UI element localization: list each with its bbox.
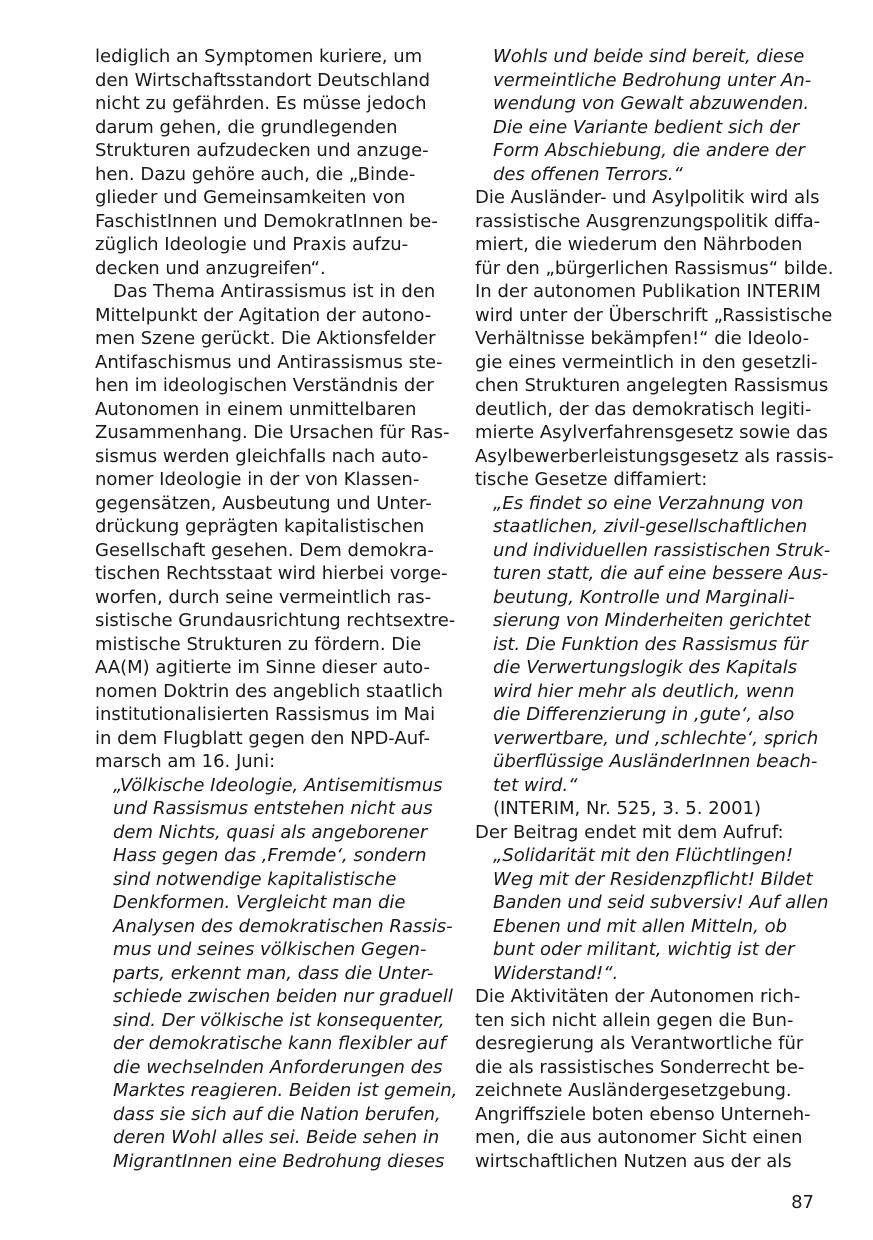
text-line: drückung geprägten kapitalistischen <box>95 516 425 537</box>
quote-line: dem Nichts, quasi als angeborener <box>113 821 428 843</box>
quote-line: Die eine Variante bedient sich der <box>493 116 800 138</box>
quote-line: Marktes reagieren. Beiden ist gemein, <box>113 1080 458 1101</box>
quote-line: mus und seines völkischen Gegen- <box>113 939 427 960</box>
text-line: sistische Grundausrichtung rechtsextre- <box>95 610 456 631</box>
quote-line: verwertbare, und ‚schlechte‘, sprich <box>493 727 819 749</box>
text-line: wird unter der Überschrift „Rassistische <box>475 304 833 326</box>
text-line: miert, die wiederum den Nährboden <box>475 234 803 255</box>
text-line: Zusammenhang. Die Ursachen für Ras- <box>95 422 450 443</box>
text-line: hen im ideologischen Verständnis der <box>95 375 434 396</box>
text-line: AA(M) agitierte im Sinne dieser auto- <box>95 657 430 678</box>
quote-line: und individuellen rassistischen Struk- <box>493 539 831 561</box>
quote-line: Analysen des demokratischen Rassis- <box>113 915 453 937</box>
text-line: rassistische Ausgrenzungspolitik diffa- <box>475 210 821 232</box>
quote-line: parts, erkennt man, dass die Unter- <box>113 962 434 984</box>
quote-line: der demokratische kann flexibler auf <box>113 1033 446 1054</box>
text-line: die als rassistisches Sonderrecht be- <box>475 1056 805 1078</box>
text-line: desregierung als Verantwortliche für <box>475 1033 804 1054</box>
left-column <box>95 45 458 1173</box>
text-line: tischen Rechtsstaat wird hierbei vorge- <box>95 563 448 584</box>
text-line: decken und anzugreifen“. <box>95 257 326 279</box>
quote-line: dass sie sich auf die Nation berufen, <box>113 1103 441 1125</box>
text-line: mistische Strukturen zu fördern. Die <box>95 633 422 655</box>
text-line: institutionalisierten Rassismus im Mai <box>95 704 436 725</box>
text-line: Die Ausländer- und Asylpolitik wird als <box>475 187 820 208</box>
text-line: glieder und Gemeinsamkeiten von <box>95 187 406 208</box>
text-line: ten sich nicht allein gegen die Bun- <box>475 1009 794 1031</box>
text-line: mierte Asylverfahrensgesetz sowie das <box>475 422 828 443</box>
text-line: In der autonomen Publikation INTERIM <box>475 281 821 302</box>
quote-line: und Rassismus entstehen nicht aus <box>113 798 433 819</box>
page-number: 87 <box>791 1192 814 1213</box>
text-line: men Szene gerückt. Die Aktionsfelder <box>95 328 436 349</box>
text-line: men, die aus autonomer Sicht einen <box>475 1127 803 1148</box>
text-line: gegensätzen, Ausbeutung und Unter- <box>95 492 432 514</box>
text-line: nicht zu gefährden. Es müsse jedoch <box>95 93 427 114</box>
text-line: Strukturen aufzudecken und anzuge- <box>95 140 429 161</box>
text-line: Das Thema Antirassismus ist in den <box>113 281 436 302</box>
text-line: gie eines vermeintlich in den gesetzli- <box>475 351 818 373</box>
quote-line: sierung von Minderheiten gerichtet <box>493 610 811 631</box>
quote-line: des offenen Terrors.“ <box>493 163 683 185</box>
text-line: darum gehen, die grundlegenden <box>95 116 398 138</box>
text-line: für den „bürgerlichen Rassismus“ bilde. <box>475 257 834 279</box>
quote-line: überflüssige AusländerInnen beach- <box>493 751 818 772</box>
quote-line: bunt oder militant, wichtig ist der <box>493 939 795 960</box>
text-line: wirtschaftlichen Nutzen aus der als <box>475 1150 792 1172</box>
quote-line: die Differenzierung in ‚gute‘, also <box>493 704 795 725</box>
quote-line: Denkformen. Vergleicht man die <box>113 892 406 913</box>
quote-line: deren Wohl alles sei. Beide sehen in <box>113 1127 440 1148</box>
quote-line: Banden und seid subversiv! Auf allen <box>493 892 829 913</box>
quote-line: tet wird.“ <box>493 774 578 796</box>
text-line: sismus werden gleichfalls nach auto- <box>95 445 429 467</box>
text-line: marsch am 16. Juni: <box>95 751 276 772</box>
text-line: nomer Ideologie in der von Klassen- <box>95 469 420 490</box>
text-line: züglich Ideologie und Praxis aufzu- <box>95 234 409 255</box>
text-line: Autonomen in einem unmittelbaren <box>95 398 417 420</box>
quote-line: „Völkische Ideologie, Antisemitismus <box>113 774 443 796</box>
quote-line: Ebenen und mit allen Mitteln, ob <box>493 915 788 937</box>
text-line: Gesellschaft gesehen. Dem demokra- <box>95 539 434 561</box>
text-line: (INTERIM, Nr. 525, 3. 5. 2001) <box>493 798 762 819</box>
text-line: in dem Flugblatt gegen den NPD-Auf- <box>95 727 430 749</box>
quote-line: turen statt, die auf eine bessere Aus- <box>493 563 829 584</box>
quote-line: beutung, Kontrolle und Marginali- <box>493 586 795 608</box>
text-line: Die Aktivitäten der Autonomen rich- <box>475 986 801 1007</box>
quote-line: sind notwendige kapitalistische <box>113 868 397 890</box>
quote-line: Form Abschiebung, die andere der <box>493 140 805 161</box>
text-line: deutlich, der das demokratisch legiti- <box>475 398 812 420</box>
text-line: tische Gesetze diffamiert: <box>475 469 708 490</box>
text-line: zeichnete Ausländergesetzgebung. <box>475 1080 792 1101</box>
text-line: FaschistInnen und DemokratInnen be- <box>95 210 438 232</box>
quote-line: vermeintliche Bedrohung unter An- <box>493 69 812 91</box>
quote-line: wendung von Gewalt abzuwenden. <box>493 93 810 114</box>
quote-line: wird hier mehr als deutlich, wenn <box>493 680 795 702</box>
text-line: chen Strukturen angelegten Rassismus <box>475 375 829 396</box>
text-line: hen. Dazu gehöre auch, die „Binde- <box>95 163 416 185</box>
quote-line: ist. Die Funktion des Rassismus für <box>493 633 809 655</box>
text-line: nomen Doktrin des angeblich staatlich <box>95 680 443 702</box>
text-line: Angriffsziele boten ebenso Unterneh- <box>475 1103 811 1125</box>
quote-line: Hass gegen das ‚Fremde‘, sondern <box>113 845 427 866</box>
quote-line: MigrantInnen eine Bedrohung dieses <box>113 1150 445 1172</box>
text-line: Asylbewerberleistungsgesetz als rassis- <box>475 445 834 467</box>
quote-line: staatlichen, zivil-gesellschaftlichen <box>493 516 808 537</box>
quote-line: „Es findet so eine Verzahnung von <box>493 492 804 514</box>
quote-line: „Solidarität mit den Flüchtlingen! <box>493 845 794 866</box>
text-line: Verhältnisse bekämpfen!“ die Ideolo- <box>475 328 810 349</box>
text-line: Mittelpunkt der Agitation der autono- <box>95 304 432 326</box>
text-line: worfen, durch seine vermeintlich ras- <box>95 586 432 608</box>
text-line: Der Beitrag endet mit dem Aufruf: <box>475 821 784 843</box>
quote-line: Widerstand!“. <box>493 962 619 984</box>
quote-line: die Verwertungslogik des Kapitals <box>493 657 798 678</box>
quote-line: sind. Der völkische ist konsequenter, <box>113 1009 445 1031</box>
quote-line: die wechselnden Anforderungen des <box>113 1056 443 1078</box>
quote-line: Weg mit der Residenzpflicht! Bildet <box>493 868 813 890</box>
quote-line: schiede zwischen beiden nur graduell <box>113 986 453 1007</box>
text-line: lediglich an Symptomen kuriere, um <box>95 46 423 67</box>
quote-line: Wohls und beide sind bereit, diese <box>493 46 805 67</box>
text-line: Antifaschismus und Antirassismus ste- <box>95 351 443 373</box>
text-line: den Wirtschaftsstandort Deutschland <box>95 69 431 91</box>
right-column <box>475 45 834 1173</box>
